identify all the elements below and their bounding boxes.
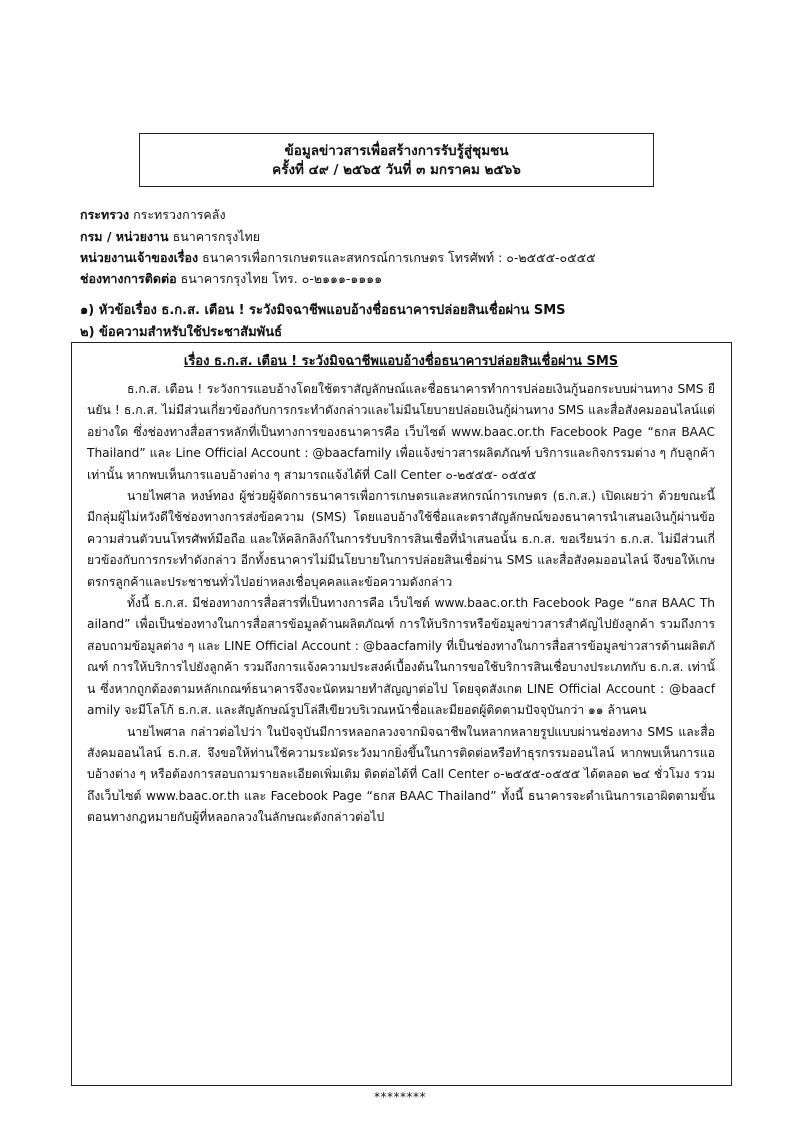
meta-ministry-value: กระทรวงการคลัง: [133, 207, 226, 222]
header-title: ข้อมูลข่าวสารเพื่อสร้างการรับรู้สู่ชุมชน: [284, 143, 509, 159]
meta-contact-value: ธนาคารกรุงไทย โทร. ๐-๒๑๑๑-๑๑๑๑: [180, 271, 383, 286]
end-of-document-mark: ********: [374, 1090, 426, 1104]
meta-owner: [80, 250, 596, 266]
paragraph-1: ธ.ก.ส. เตือน ! ระวังการแอบอ้างโดยใช้ตราสัญลักษณ์และชื่อธนาคารทำการปล่อยเงินกู้นอกระบบผ่านทาง SMS ยืนยัน ! ธ.ก.ส. ไม่มีส่วนเกี่ยวข้องกับการกระทำดังกล่าวและไม่มีนโยบายปล่อยเงินกู้ผ่านทาง SMS และสื่อสังคมออนไลน์แต่อย่างใด ซึ่งช่องทางสื่อสารหลักที่เป็นทางการของธนาคารคือ เว็บไซต์ www.baac.or.th Facebook Page “ธกส BAAC Thailand” และ Line Official Account : @baacfamily เพื่อแจ้งข่าวสารผลิตภัณฑ์ บริการและกิจกรรมต่าง ๆ กับลูกค้าเท่านั้น หากพบเห็นการแอบอ้างต่าง ๆ สามารถแจ้งได้ที่ Call Center ๐-๒๕๕๕- ๐๕๕๕: [87, 382, 715, 482]
paragraph-2: นายไพศาล หงษ์ทอง ผู้ช่วยผู้จัดการธนาคารเพื่อการเกษตรและสหกรณ์การเกษตร (ธ.ก.ส.) เปิดเผยว่า ด้วยขณะนี้มีกลุ่มผู้ไม่หวังดีใช้ช่องทางการส่งข้อความ (SMS) โดยแอบอ้างใช้ชื่อและตราสัญลักษณ์ของธนาคารนำเสนอเงินกู้ผ่านข้อความส่วนตัวบนโทรศัพท์มือถือ และให้คลิกลิงก์ในการรับบริการสินเชื่อที่นำเสนอนั้น ธ.ก.ส. ขอเรียนว่า ธ.ก.ส. ไม่มีส่วนเกี่ยวข้องกับการกระทำดังกล่าว อีกทั้งธนาคารไม่มีนโยบายในการปล่อยสินเชื่อผ่าน SMS และสื่อสังคมออนไลน์ จึงขอให้เกษตรกรลูกค้าและประชาชนทั่วไปอย่าหลงเชื่อบุคคลและข้อความดังกล่าว: [87, 489, 715, 589]
meta-ministry: [80, 207, 226, 223]
press-release-box: [71, 342, 732, 1086]
press-release-title: เรื่อง ธ.ก.ส. เตือน ! ระวังมิจฉาชีพแอบอ้างชื่อธนาคารปล่อยสินเชื่อผ่าน SMS: [183, 354, 619, 369]
topic-item-2: ๒) ข้อความสำหรับใช้ประชาสัมพันธ์: [80, 325, 283, 340]
meta-department: [80, 229, 260, 245]
meta-owner-value: ธนาคารเพื่อการเกษตรและสหกรณ์การเกษตร โทรศัพท์ : ๐-๒๕๕๕-๐๕๕๕: [202, 250, 596, 265]
header-issue-date: ครั้งที่ ๔๙ / ๒๕๖๕ วันที่ ๓ มกราคม ๒๕๖๖: [272, 162, 521, 178]
paragraph-3: ทั้งนี้ ธ.ก.ส. มีช่องทางการสื่อสารที่เป็นทางการคือ เว็บไซต์ www.baac.or.th Facebook Page “ธกส BAAC Thailand” เพื่อเป็นช่องทางในการสื่อสารข้อมูลด้านผลิตภัณฑ์ การให้บริการหรือข้อมูลข่าวสารสำคัญไปยังลูกค้า รวมถึงการสอบถามข้อมูลต่าง ๆ และ LINE Official Account : @baacfamily ที่เป็นช่องทางในการสื่อสารข้อมูลข่าวสารด้านผลิตภัณฑ์ การให้บริการไปยังลูกค้า รวมถึงการแจ้งความประสงค์เบื้องต้นในการขอใช้บริการสินเชื่อบางประเภทกับ ธ.ก.ส. เท่านั้น ซึ่งหากถูกต้องตามหลักเกณฑ์ธนาคารจึงจะนัดหมายทำสัญญาต่อไป โดยจุดสังเกต LINE Official Account : @baacfamily จะมีโลโก้ ธ.ก.ส. และสัญลักษณ์รูปโล่สีเขียวบริเวณหน้าชื่อและมียอดผู้ติดตามปัจจุบันกว่า ๑๑ ล้านคน: [87, 596, 715, 718]
paragraph-4: นายไพศาล กล่าวต่อไปว่า ในปัจจุบันมีการหลอกลวงจากมิจฉาชีพในหลากหลายรูปแบบผ่านช่องทาง SMS และสื่อสังคมออนไลน์ ธ.ก.ส. จึงขอให้ท่านใช้ความระมัดระวังมากยิ่งขึ้นในการติดต่อหรือทำธุรกรรมออนไลน์ หากพบเห็นการแอบอ้างต่าง ๆ หรือต้องการสอบถามรายละเอียดเพิ่มเติม ติดต่อได้ที่ Call Center ๐-๒๕๕๕-๐๕๕๕ ได้ตลอด ๒๔ ชั่วโมง รวมถึงเว็บไซต์ www.baac.or.th และ Facebook Page “ธกส BAAC Thailand” ทั้งนี้ ธนาคารจะดำเนินการเอาผิดตามขั้นตอนทางกฎหมายกับผู้ที่หลอกลวงในลักษณะดังกล่าวต่อไป: [87, 724, 715, 825]
meta-contact: [80, 271, 382, 287]
meta-department-label: กรม / หน่วยงาน: [80, 229, 169, 244]
topic-item-1: ๑) หัวข้อเรื่อง ธ.ก.ส. เตือน ! ระวังมิจฉาชีพแอบอ้างชื่อธนาคารปล่อยสินเชื่อผ่าน SMS: [80, 303, 566, 318]
meta-department-value: ธนาคารกรุงไทย: [172, 229, 261, 244]
meta-owner-label: หน่วยงานเจ้าของเรื่อง: [80, 250, 199, 265]
meta-ministry-label: กระทรวง: [80, 207, 130, 222]
document-header-box: [139, 133, 654, 187]
meta-contact-label: ช่องทางการติดต่อ: [80, 271, 177, 286]
